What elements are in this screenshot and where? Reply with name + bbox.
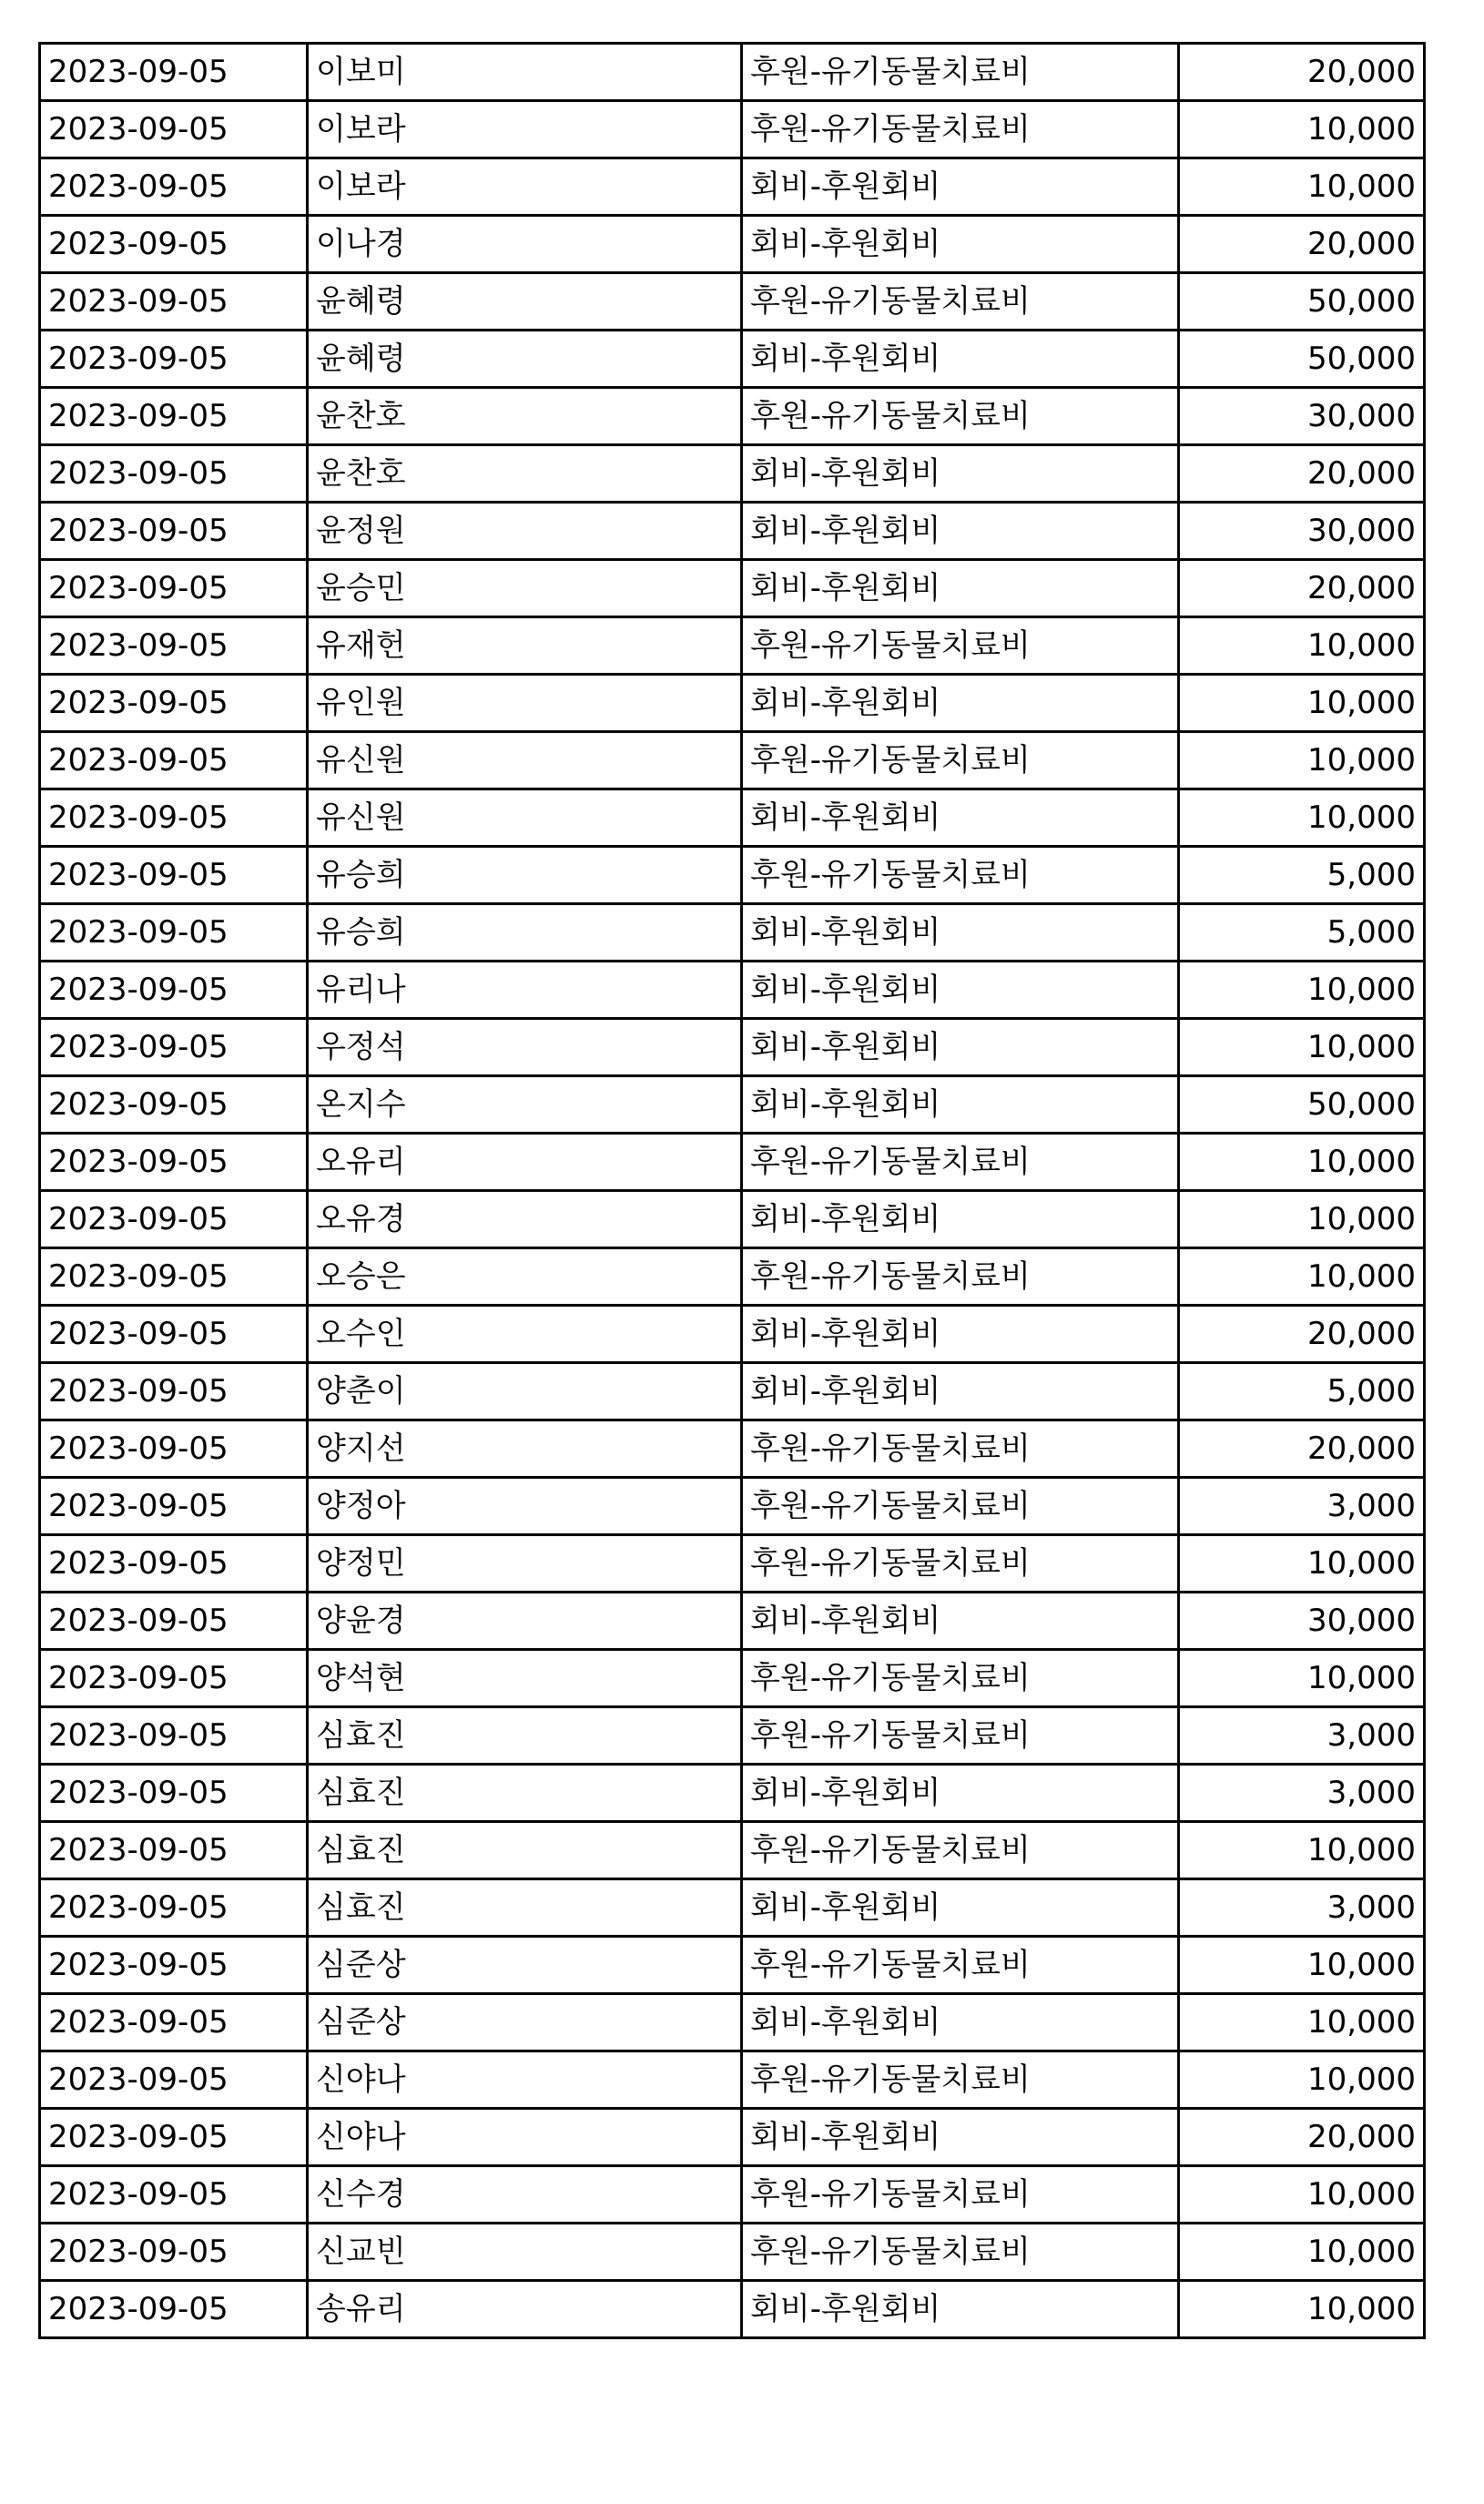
amount-cell: 5,000 (1179, 904, 1425, 962)
table-row (40, 1879, 1425, 1937)
date-cell: 2023-09-05 (40, 44, 308, 101)
name-cell: 오유경 (308, 1191, 742, 1248)
date-cell: 2023-09-05 (40, 1248, 308, 1306)
date-cell: 2023-09-05 (40, 1535, 308, 1593)
name-cell: 오수인 (308, 1306, 742, 1363)
type-cell: 회비-후원회비 (742, 904, 1179, 962)
type-cell: 회비-후원회비 (742, 1076, 1179, 1134)
type-cell: 후원-유기동물치료비 (742, 1650, 1179, 1707)
name-cell: 우정석 (308, 1019, 742, 1076)
amount-cell: 10,000 (1179, 1994, 1425, 2051)
name-cell: 유신원 (308, 732, 742, 789)
amount-cell: 20,000 (1179, 216, 1425, 273)
type-cell: 후원-유기동물치료비 (742, 1937, 1179, 1994)
name-cell: 윤찬호 (308, 388, 742, 445)
name-cell: 온지수 (308, 1076, 742, 1134)
table-row (40, 1822, 1425, 1879)
type-cell: 후원-유기동물치료비 (742, 1478, 1179, 1535)
date-cell: 2023-09-05 (40, 1420, 308, 1478)
table-row (40, 1134, 1425, 1191)
date-cell: 2023-09-05 (40, 904, 308, 962)
date-cell: 2023-09-05 (40, 1191, 308, 1248)
type-cell: 후원-유기동물치료비 (742, 2224, 1179, 2281)
table-row (40, 2109, 1425, 2166)
name-cell: 윤혜령 (308, 273, 742, 331)
type-cell: 후원-유기동물치료비 (742, 44, 1179, 101)
type-cell: 회비-후원회비 (742, 331, 1179, 388)
table-row (40, 273, 1425, 331)
amount-cell: 10,000 (1179, 617, 1425, 675)
date-cell: 2023-09-05 (40, 1937, 308, 1994)
type-cell: 회비-후원회비 (742, 1994, 1179, 2051)
name-cell: 이보미 (308, 44, 742, 101)
type-cell: 회비-후원회비 (742, 1306, 1179, 1363)
name-cell: 윤정원 (308, 503, 742, 560)
table-row (40, 1937, 1425, 1994)
date-cell: 2023-09-05 (40, 675, 308, 732)
name-cell: 유승희 (308, 847, 742, 904)
amount-cell: 10,000 (1179, 2224, 1425, 2281)
date-cell: 2023-09-05 (40, 560, 308, 617)
name-cell: 신교빈 (308, 2224, 742, 2281)
table-row (40, 1994, 1425, 2051)
donation-ledger-table (38, 42, 1426, 2339)
table-row (40, 2224, 1425, 2281)
amount-cell: 10,000 (1179, 789, 1425, 847)
type-cell: 후원-유기동물치료비 (742, 1248, 1179, 1306)
type-cell: 후원-유기동물치료비 (742, 2051, 1179, 2109)
table-row (40, 1363, 1425, 1420)
amount-cell: 30,000 (1179, 388, 1425, 445)
name-cell: 심효진 (308, 1822, 742, 1879)
amount-cell: 50,000 (1179, 331, 1425, 388)
name-cell: 윤찬호 (308, 445, 742, 503)
date-cell: 2023-09-05 (40, 445, 308, 503)
amount-cell: 20,000 (1179, 560, 1425, 617)
name-cell: 양윤경 (308, 1593, 742, 1650)
amount-cell: 20,000 (1179, 44, 1425, 101)
type-cell: 후원-유기동물치료비 (742, 617, 1179, 675)
table-row (40, 1248, 1425, 1306)
table-row (40, 1593, 1425, 1650)
table-row (40, 732, 1425, 789)
amount-cell: 10,000 (1179, 1650, 1425, 1707)
name-cell: 신야나 (308, 2109, 742, 2166)
type-cell: 후원-유기동물치료비 (742, 1707, 1179, 1765)
amount-cell: 30,000 (1179, 503, 1425, 560)
amount-cell: 50,000 (1179, 1076, 1425, 1134)
date-cell: 2023-09-05 (40, 1076, 308, 1134)
amount-cell: 20,000 (1179, 2109, 1425, 2166)
name-cell: 양춘이 (308, 1363, 742, 1420)
type-cell: 후원-유기동물치료비 (742, 1535, 1179, 1593)
type-cell: 회비-후원회비 (742, 1363, 1179, 1420)
name-cell: 유리나 (308, 962, 742, 1019)
name-cell: 양석현 (308, 1650, 742, 1707)
type-cell: 회비-후원회비 (742, 158, 1179, 216)
date-cell: 2023-09-05 (40, 1765, 308, 1822)
type-cell: 회비-후원회비 (742, 560, 1179, 617)
amount-cell: 30,000 (1179, 1593, 1425, 1650)
type-cell: 후원-유기동물치료비 (742, 101, 1179, 158)
date-cell: 2023-09-05 (40, 1822, 308, 1879)
type-cell: 회비-후원회비 (742, 503, 1179, 560)
date-cell: 2023-09-05 (40, 1019, 308, 1076)
name-cell: 오유리 (308, 1134, 742, 1191)
name-cell: 유승희 (308, 904, 742, 962)
table-row (40, 847, 1425, 904)
name-cell: 신수경 (308, 2166, 742, 2224)
type-cell: 후원-유기동물치료비 (742, 388, 1179, 445)
table-row (40, 101, 1425, 158)
date-cell: 2023-09-05 (40, 962, 308, 1019)
table-row (40, 1019, 1425, 1076)
type-cell: 회비-후원회비 (742, 2281, 1179, 2338)
table-row (40, 1535, 1425, 1593)
date-cell: 2023-09-05 (40, 273, 308, 331)
date-cell: 2023-09-05 (40, 1593, 308, 1650)
table-row (40, 1191, 1425, 1248)
date-cell: 2023-09-05 (40, 1478, 308, 1535)
name-cell: 오승은 (308, 1248, 742, 1306)
amount-cell: 50,000 (1179, 273, 1425, 331)
name-cell: 이나경 (308, 216, 742, 273)
amount-cell: 10,000 (1179, 2051, 1425, 2109)
type-cell: 회비-후원회비 (742, 789, 1179, 847)
table-row (40, 2166, 1425, 2224)
table-row (40, 789, 1425, 847)
name-cell: 양지선 (308, 1420, 742, 1478)
date-cell: 2023-09-05 (40, 2051, 308, 2109)
date-cell: 2023-09-05 (40, 732, 308, 789)
date-cell: 2023-09-05 (40, 1650, 308, 1707)
amount-cell: 10,000 (1179, 1535, 1425, 1593)
table-row (40, 1650, 1425, 1707)
amount-cell: 10,000 (1179, 2166, 1425, 2224)
table-row (40, 331, 1425, 388)
amount-cell: 20,000 (1179, 445, 1425, 503)
type-cell: 후원-유기동물치료비 (742, 273, 1179, 331)
date-cell: 2023-09-05 (40, 388, 308, 445)
name-cell: 심효진 (308, 1707, 742, 1765)
table-row (40, 216, 1425, 273)
type-cell: 회비-후원회비 (742, 1019, 1179, 1076)
type-cell: 회비-후원회비 (742, 962, 1179, 1019)
amount-cell: 5,000 (1179, 1363, 1425, 1420)
table-row (40, 1420, 1425, 1478)
name-cell: 유인원 (308, 675, 742, 732)
name-cell: 송유리 (308, 2281, 742, 2338)
table-row (40, 44, 1425, 101)
amount-cell: 10,000 (1179, 1822, 1425, 1879)
name-cell: 유재헌 (308, 617, 742, 675)
amount-cell: 10,000 (1179, 1191, 1425, 1248)
date-cell: 2023-09-05 (40, 2109, 308, 2166)
date-cell: 2023-09-05 (40, 331, 308, 388)
name-cell: 심효진 (308, 1879, 742, 1937)
table-row (40, 962, 1425, 1019)
table-row (40, 158, 1425, 216)
type-cell: 회비-후원회비 (742, 1879, 1179, 1937)
amount-cell: 5,000 (1179, 847, 1425, 904)
type-cell: 후원-유기동물치료비 (742, 1822, 1179, 1879)
date-cell: 2023-09-05 (40, 847, 308, 904)
table-row (40, 388, 1425, 445)
amount-cell: 10,000 (1179, 1937, 1425, 1994)
amount-cell: 20,000 (1179, 1306, 1425, 1363)
date-cell: 2023-09-05 (40, 1994, 308, 2051)
type-cell: 회비-후원회비 (742, 216, 1179, 273)
date-cell: 2023-09-05 (40, 216, 308, 273)
name-cell: 이보라 (308, 101, 742, 158)
table-row (40, 617, 1425, 675)
date-cell: 2023-09-05 (40, 2166, 308, 2224)
type-cell: 후원-유기동물치료비 (742, 2166, 1179, 2224)
amount-cell: 10,000 (1179, 732, 1425, 789)
type-cell: 회비-후원회비 (742, 445, 1179, 503)
type-cell: 회비-후원회비 (742, 675, 1179, 732)
amount-cell: 3,000 (1179, 1478, 1425, 1535)
amount-cell: 20,000 (1179, 1420, 1425, 1478)
table-row (40, 2051, 1425, 2109)
type-cell: 후원-유기동물치료비 (742, 732, 1179, 789)
date-cell: 2023-09-05 (40, 503, 308, 560)
type-cell: 회비-후원회비 (742, 2109, 1179, 2166)
name-cell: 심준상 (308, 1994, 742, 2051)
name-cell: 이보라 (308, 158, 742, 216)
table-row (40, 904, 1425, 962)
type-cell: 회비-후원회비 (742, 1593, 1179, 1650)
name-cell: 양정민 (308, 1535, 742, 1593)
name-cell: 양정아 (308, 1478, 742, 1535)
table-row (40, 1306, 1425, 1363)
type-cell: 후원-유기동물치료비 (742, 1134, 1179, 1191)
date-cell: 2023-09-05 (40, 1363, 308, 1420)
amount-cell: 10,000 (1179, 1248, 1425, 1306)
ledger-body (40, 44, 1425, 2338)
table-row (40, 1765, 1425, 1822)
table-row (40, 675, 1425, 732)
table-row (40, 560, 1425, 617)
type-cell: 회비-후원회비 (742, 1191, 1179, 1248)
table-row (40, 1707, 1425, 1765)
name-cell: 윤승민 (308, 560, 742, 617)
name-cell: 심준상 (308, 1937, 742, 1994)
date-cell: 2023-09-05 (40, 158, 308, 216)
name-cell: 윤혜령 (308, 331, 742, 388)
amount-cell: 3,000 (1179, 1765, 1425, 1822)
type-cell: 회비-후원회비 (742, 1765, 1179, 1822)
amount-cell: 10,000 (1179, 1019, 1425, 1076)
date-cell: 2023-09-05 (40, 2224, 308, 2281)
amount-cell: 3,000 (1179, 1879, 1425, 1937)
amount-cell: 10,000 (1179, 675, 1425, 732)
amount-cell: 10,000 (1179, 1134, 1425, 1191)
amount-cell: 10,000 (1179, 101, 1425, 158)
amount-cell: 10,000 (1179, 962, 1425, 1019)
date-cell: 2023-09-05 (40, 1707, 308, 1765)
table-row (40, 503, 1425, 560)
type-cell: 후원-유기동물치료비 (742, 1420, 1179, 1478)
date-cell: 2023-09-05 (40, 1134, 308, 1191)
date-cell: 2023-09-05 (40, 1306, 308, 1363)
date-cell: 2023-09-05 (40, 101, 308, 158)
date-cell: 2023-09-05 (40, 789, 308, 847)
table-row (40, 2281, 1425, 2338)
date-cell: 2023-09-05 (40, 1879, 308, 1937)
name-cell: 심효진 (308, 1765, 742, 1822)
type-cell: 후원-유기동물치료비 (742, 847, 1179, 904)
name-cell: 유신원 (308, 789, 742, 847)
amount-cell: 3,000 (1179, 1707, 1425, 1765)
name-cell: 신야나 (308, 2051, 742, 2109)
table-row (40, 1478, 1425, 1535)
table-row (40, 445, 1425, 503)
date-cell: 2023-09-05 (40, 617, 308, 675)
amount-cell: 10,000 (1179, 158, 1425, 216)
table-row (40, 1076, 1425, 1134)
amount-cell: 10,000 (1179, 2281, 1425, 2338)
date-cell: 2023-09-05 (40, 2281, 308, 2338)
